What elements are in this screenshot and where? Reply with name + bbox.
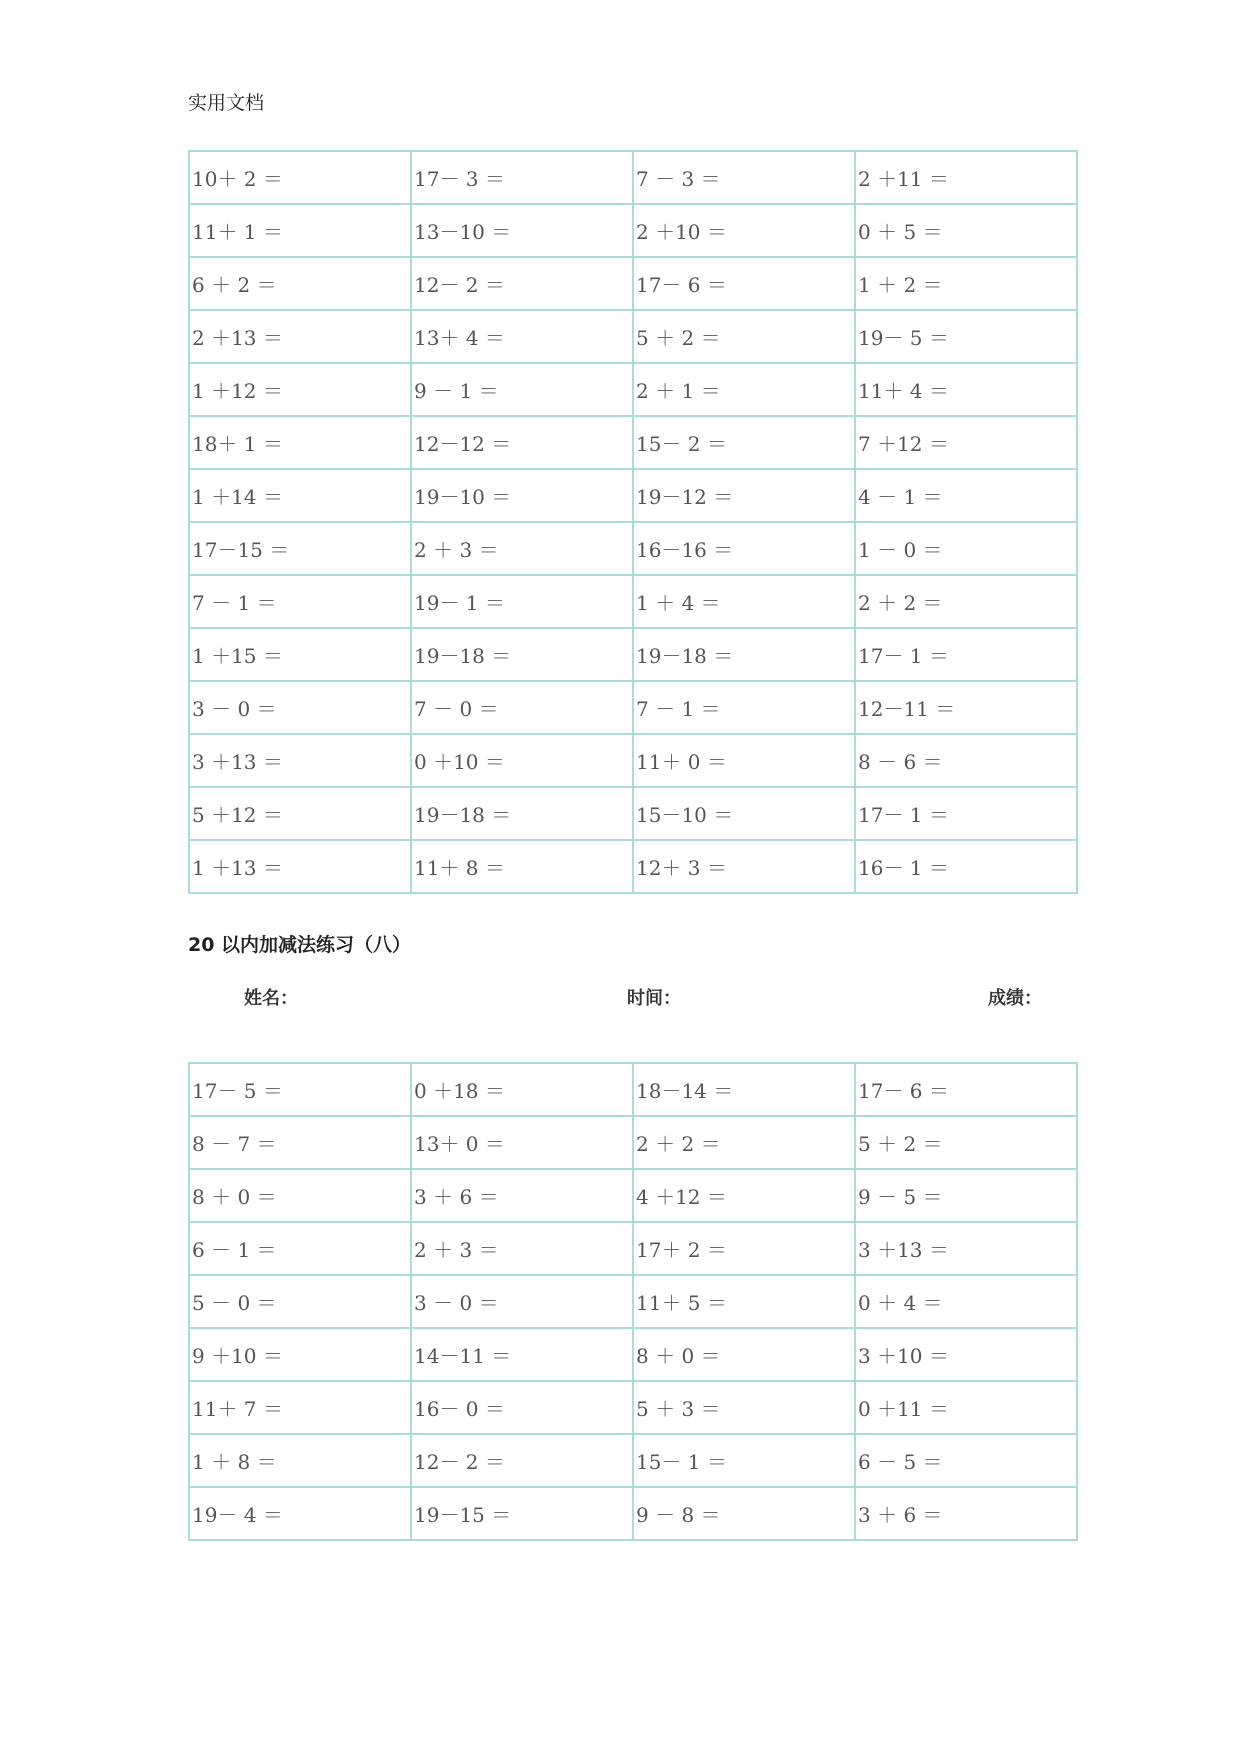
problem-cell: 19－12 ＝: [633, 469, 855, 522]
problem-cell: 17－ 1 ＝: [855, 787, 1077, 840]
table-row: [189, 151, 1077, 204]
time-label: 时间：: [627, 988, 681, 1009]
problem-cell: 6 ＋ 2 ＝: [189, 257, 411, 310]
exercise-table-2: [188, 1062, 1078, 1541]
table-row: [189, 1381, 1077, 1434]
name-label: 姓名：: [244, 988, 298, 1009]
table-row: [189, 416, 1077, 469]
problem-cell: 5 ＋ 2 ＝: [633, 310, 855, 363]
problem-cell: 18＋ 1 ＝: [189, 416, 411, 469]
problem-cell: 2 ＋10 ＝: [633, 204, 855, 257]
problem-cell: 19－ 4 ＝: [189, 1487, 411, 1540]
problem-cell: 19－ 5 ＝: [855, 310, 1077, 363]
problem-cell: 2 ＋ 2 ＝: [855, 575, 1077, 628]
problem-cell: 1 ＋ 2 ＝: [855, 257, 1077, 310]
problem-cell: 7 － 1 ＝: [633, 681, 855, 734]
problem-cell: 3 － 0 ＝: [411, 1275, 633, 1328]
problem-cell: 0 ＋11 ＝: [855, 1381, 1077, 1434]
problem-cell: 11＋ 0 ＝: [633, 734, 855, 787]
problem-cell: 2 ＋ 2 ＝: [633, 1116, 855, 1169]
problem-cell: 5 ＋ 3 ＝: [633, 1381, 855, 1434]
problem-cell: 12＋ 3 ＝: [633, 840, 855, 893]
problem-cell: 2 ＋11 ＝: [855, 151, 1077, 204]
problem-cell: 7 － 3 ＝: [633, 151, 855, 204]
problem-cell: 15－ 2 ＝: [633, 416, 855, 469]
problem-cell: 12－11 ＝: [855, 681, 1077, 734]
problem-cell: 16－16 ＝: [633, 522, 855, 575]
table-row: [189, 840, 1077, 893]
problem-cell: 8 ＋ 0 ＝: [633, 1328, 855, 1381]
problem-cell: 15－10 ＝: [633, 787, 855, 840]
problem-cell: 11＋ 7 ＝: [189, 1381, 411, 1434]
problem-cell: 19－18 ＝: [411, 787, 633, 840]
table-row: [189, 522, 1077, 575]
problem-cell: 0 ＋18 ＝: [411, 1063, 633, 1116]
problem-cell: 11＋ 5 ＝: [633, 1275, 855, 1328]
problem-cell: 19－18 ＝: [633, 628, 855, 681]
problem-cell: 17－ 1 ＝: [855, 628, 1077, 681]
problem-cell: 13－10 ＝: [411, 204, 633, 257]
problem-cell: 17－15 ＝: [189, 522, 411, 575]
table-row: [189, 1434, 1077, 1487]
problem-cell: 17－ 5 ＝: [189, 1063, 411, 1116]
problem-cell: 19－ 1 ＝: [411, 575, 633, 628]
problem-cell: 9 － 8 ＝: [633, 1487, 855, 1540]
table-row: [189, 257, 1077, 310]
problem-cell: 11＋ 1 ＝: [189, 204, 411, 257]
problem-cell: 4 ＋12 ＝: [633, 1169, 855, 1222]
problem-cell: 5 ＋ 2 ＝: [855, 1116, 1077, 1169]
problem-cell: 5 － 0 ＝: [189, 1275, 411, 1328]
table-row: [189, 204, 1077, 257]
problem-cell: 17－ 3 ＝: [411, 151, 633, 204]
problem-cell: 7 － 1 ＝: [189, 575, 411, 628]
table-row: [189, 628, 1077, 681]
problem-cell: 3 ＋13 ＝: [189, 734, 411, 787]
problem-cell: 13＋ 0 ＝: [411, 1116, 633, 1169]
exercise-table-1: [188, 150, 1078, 894]
problem-cell: 9 － 1 ＝: [411, 363, 633, 416]
problem-cell: 8 － 7 ＝: [189, 1116, 411, 1169]
problem-cell: 7 － 0 ＝: [411, 681, 633, 734]
table-row: [189, 1169, 1077, 1222]
problem-cell: 13＋ 4 ＝: [411, 310, 633, 363]
problem-cell: 1 ＋ 4 ＝: [633, 575, 855, 628]
problem-cell: 1 ＋13 ＝: [189, 840, 411, 893]
problem-cell: 4 － 1 ＝: [855, 469, 1077, 522]
problem-cell: 0 ＋10 ＝: [411, 734, 633, 787]
problem-cell: 19－18 ＝: [411, 628, 633, 681]
problem-cell: 3 ＋ 6 ＝: [411, 1169, 633, 1222]
problem-cell: 9 ＋10 ＝: [189, 1328, 411, 1381]
problem-cell: 12－ 2 ＝: [411, 1434, 633, 1487]
table-row: [189, 1116, 1077, 1169]
problem-cell: 19－15 ＝: [411, 1487, 633, 1540]
problem-cell: 1 ＋14 ＝: [189, 469, 411, 522]
problem-cell: 5 ＋12 ＝: [189, 787, 411, 840]
problem-cell: 3 ＋13 ＝: [855, 1222, 1077, 1275]
problem-cell: 3 ＋ 6 ＝: [855, 1487, 1077, 1540]
problem-cell: 17－ 6 ＝: [633, 257, 855, 310]
problem-cell: 12－12 ＝: [411, 416, 633, 469]
problem-cell: 6 － 1 ＝: [189, 1222, 411, 1275]
problem-cell: 16－ 1 ＝: [855, 840, 1077, 893]
problem-cell: 15－ 1 ＝: [633, 1434, 855, 1487]
problem-cell: 3 － 0 ＝: [189, 681, 411, 734]
problem-cell: 2 ＋ 1 ＝: [633, 363, 855, 416]
section-title: 20 以内加减法练习（八）: [188, 934, 412, 956]
problem-cell: 0 ＋ 4 ＝: [855, 1275, 1077, 1328]
problem-cell: 2 ＋ 3 ＝: [411, 522, 633, 575]
problem-cell: 18－14 ＝: [633, 1063, 855, 1116]
table-row: [189, 469, 1077, 522]
problem-cell: 12－ 2 ＝: [411, 257, 633, 310]
document-header: 实用文档: [188, 92, 265, 114]
problem-cell: 11＋ 8 ＝: [411, 840, 633, 893]
problem-cell: 8 ＋ 0 ＝: [189, 1169, 411, 1222]
table-row: [189, 681, 1077, 734]
problem-cell: 1 ＋15 ＝: [189, 628, 411, 681]
problem-cell: 2 ＋13 ＝: [189, 310, 411, 363]
problem-cell: 16－ 0 ＝: [411, 1381, 633, 1434]
problem-cell: 7 ＋12 ＝: [855, 416, 1077, 469]
table-row: [189, 787, 1077, 840]
table-row: [189, 1063, 1077, 1116]
score-label: 成绩：: [988, 988, 1042, 1009]
table-row: [189, 1328, 1077, 1381]
problem-cell: 19－10 ＝: [411, 469, 633, 522]
problem-cell: 1 ＋ 8 ＝: [189, 1434, 411, 1487]
table-row: [189, 1275, 1077, 1328]
problem-cell: 8 － 6 ＝: [855, 734, 1077, 787]
table-row: [189, 310, 1077, 363]
problem-cell: 6 － 5 ＝: [855, 1434, 1077, 1487]
table-row: [189, 575, 1077, 628]
problem-cell: 14－11 ＝: [411, 1328, 633, 1381]
problem-cell: 11＋ 4 ＝: [855, 363, 1077, 416]
problem-cell: 17＋ 2 ＝: [633, 1222, 855, 1275]
table-row: [189, 1222, 1077, 1275]
problem-cell: 3 ＋10 ＝: [855, 1328, 1077, 1381]
problem-cell: 1 ＋12 ＝: [189, 363, 411, 416]
problem-cell: 9 － 5 ＝: [855, 1169, 1077, 1222]
table-row: [189, 363, 1077, 416]
problem-cell: 2 ＋ 3 ＝: [411, 1222, 633, 1275]
problem-cell: 0 ＋ 5 ＝: [855, 204, 1077, 257]
table-row: [189, 734, 1077, 787]
table-row: [189, 1487, 1077, 1540]
problem-cell: 17－ 6 ＝: [855, 1063, 1077, 1116]
problem-cell: 10＋ 2 ＝: [189, 151, 411, 204]
problem-cell: 1 － 0 ＝: [855, 522, 1077, 575]
